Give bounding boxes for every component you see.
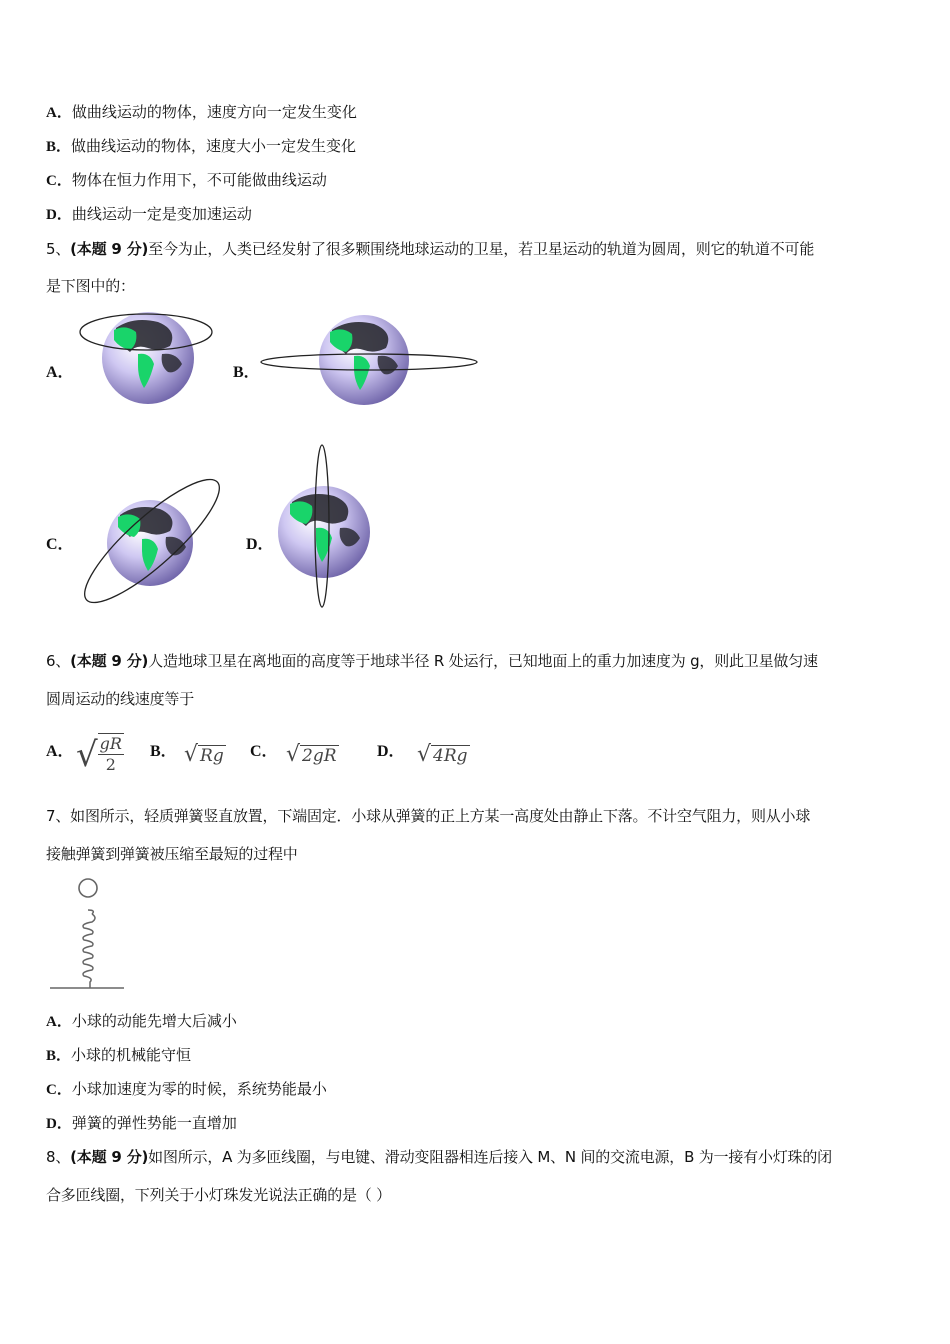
q6-option-d-formula: √ 4Rg	[417, 742, 468, 767]
globe-orbit-figure-a	[78, 308, 218, 408]
globe-orbit-figure-b	[260, 312, 480, 408]
option-letter: A．	[46, 105, 72, 121]
ball-icon	[79, 879, 97, 897]
option-text: 做曲线运动的物体，速度大小一定发生变化	[71, 137, 357, 155]
question-text: 至今为止，人类已经发射了很多颗围绕地球运动的卫星，若卫星运动的轨道为圆周，则它的轨道不可能	[148, 240, 815, 258]
q4-option-a	[46, 102, 357, 123]
q5-stem-line1	[46, 239, 814, 259]
question-number: 8、	[46, 1148, 71, 1166]
q8-stem-line2: 合多匝线圈，下列关于小灯珠发光说法正确的是（ ）	[46, 1186, 391, 1204]
question-number: 5、	[46, 240, 71, 258]
q5-option-d-label: D．	[246, 536, 274, 553]
q6-option-c-formula: √ 2gR	[286, 742, 337, 767]
q6-option-a-formula: √ $\frac{gR}{2}$	[76, 734, 122, 775]
option-letter: B．	[46, 1048, 72, 1064]
q7-option-c	[46, 1079, 327, 1100]
question-score: (本题 9 分)	[70, 652, 149, 670]
question-score: (本题 9 分)	[70, 1148, 149, 1166]
option-text: 做曲线运动的物体，速度方向一定发生变化	[71, 103, 357, 121]
q6-stem-line1	[46, 651, 818, 671]
q5-option-a-label: A．	[46, 364, 74, 381]
q4-option-b	[46, 136, 356, 157]
q6-option-d-label: D．	[377, 743, 405, 760]
q6-option-b-formula: √ Rg	[184, 742, 224, 767]
q4-option-d	[46, 204, 252, 225]
option-letter: C．	[46, 173, 72, 189]
question-number: 7、	[46, 807, 71, 825]
q4-option-c	[46, 170, 327, 191]
q7-option-d	[46, 1113, 237, 1134]
globe-orbit-figure-c	[80, 475, 225, 610]
option-text: 小球的动能先增大后减小	[71, 1012, 237, 1030]
option-text: 弹簧的弹性势能一直增加	[71, 1114, 237, 1132]
option-text: 小球加速度为零的时候，系统势能最小	[71, 1080, 327, 1098]
q8-stem-line1	[46, 1147, 832, 1167]
spring-figure	[48, 876, 128, 994]
option-text: 曲线运动一定是变加速运动	[71, 205, 252, 223]
option-letter: C．	[46, 1082, 72, 1098]
option-letter: D．	[46, 207, 72, 223]
question-text: 如图所示，轻质弹簧竖直放置，下端固定．小球从弹簧的正上方某一高度处由静止下落。不计空气阻力，则从小球	[70, 807, 811, 825]
q6-option-b-label: B．	[150, 743, 177, 760]
q7-stem-line1	[46, 806, 810, 826]
q7-option-a	[46, 1011, 237, 1032]
option-text: 小球的机械能守恒	[71, 1046, 192, 1064]
globe-orbit-figure-d	[272, 442, 372, 610]
option-letter: D．	[46, 1116, 72, 1132]
option-letter: B．	[46, 139, 72, 155]
question-text: 如图所示，A 为多匝线圈，与电键、滑动变阻器相连后接入 M、N 间的交流电源，B 为一接有小灯珠的闭	[148, 1148, 832, 1166]
option-letter: A．	[46, 1014, 72, 1030]
q6-option-c-label: C．	[250, 743, 278, 760]
q6-stem-line2: 圆周运动的线速度等于	[46, 690, 195, 708]
question-score: (本题 9 分)	[70, 240, 149, 258]
q7-option-b	[46, 1045, 191, 1066]
q6-option-a-label: A．	[46, 743, 74, 760]
question-text: 人造地球卫星在离地面的高度等于地球半径 R 处运行，已知地面上的重力加速度为 g，则此卫星做匀速	[148, 652, 818, 670]
q5-option-c-label: C．	[46, 536, 74, 553]
q5-option-b-label: B．	[233, 364, 260, 381]
spring-icon	[83, 914, 95, 988]
q5-stem-line2: 是下图中的：	[46, 277, 135, 295]
question-number: 6、	[46, 652, 71, 670]
q7-stem-line2: 接触弹簧到弹簧被压缩至最短的过程中	[46, 845, 298, 863]
option-text: 物体在恒力作用下，不可能做曲线运动	[71, 171, 327, 189]
